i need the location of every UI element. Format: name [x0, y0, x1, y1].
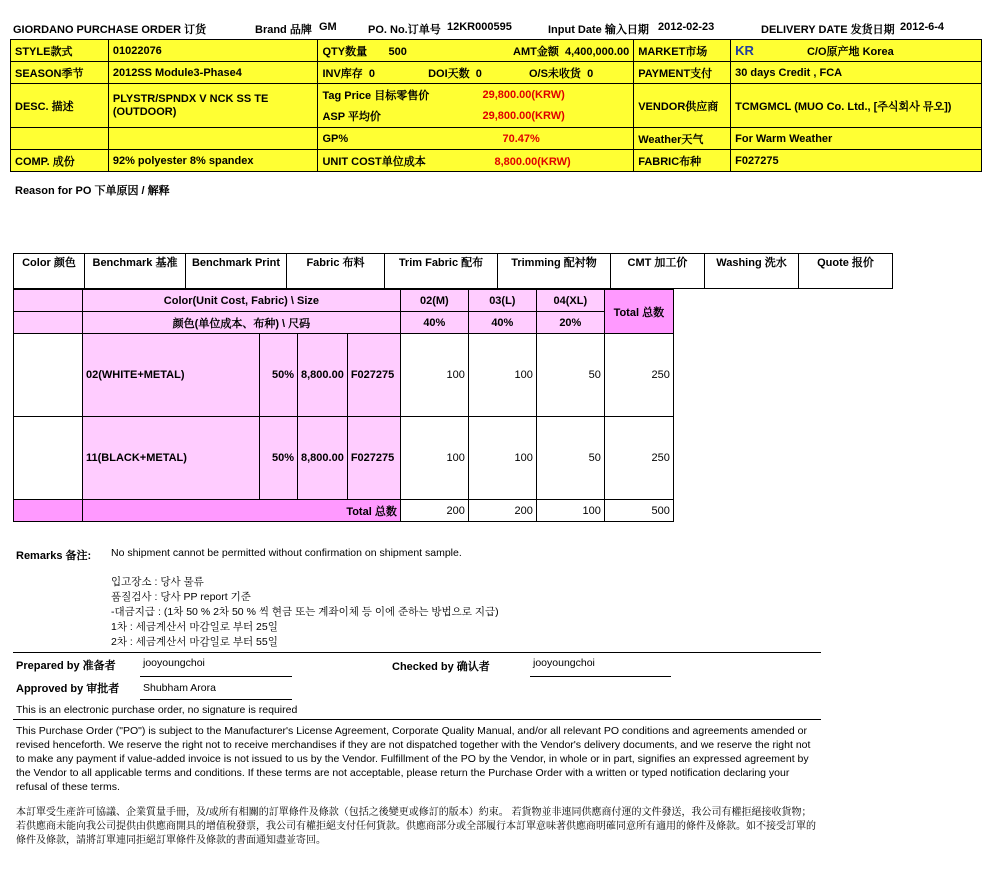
inv-value: 0 [368, 67, 376, 80]
fabric-value: F027275 [731, 150, 982, 172]
po-number-label: PO. No.订单号 [368, 24, 441, 36]
input-date-value: 2012-02-23 [658, 21, 715, 33]
color-fabric: F027275 [347, 334, 400, 417]
checked-label: Checked by 确认者 [392, 661, 490, 673]
remarks-line: No shipment cannot be permitted without confirmation on shipment sample. [111, 547, 462, 559]
prepared-value: jooyoungchoi [143, 657, 205, 669]
fabric-label: FABRIC布种 [634, 150, 731, 172]
input-date-label: Input Date 输入日期 [548, 24, 649, 36]
os-label: O/S未收货 [528, 67, 581, 80]
delivery-date-label: DELIVERY DATE 发货日期 [761, 24, 895, 36]
po-number-value: 12KR000595 [447, 21, 512, 33]
col-pct-xl: 20% [536, 312, 604, 334]
remarks-ko-2: 품질검사 : 당사 PP report 기준 [111, 591, 251, 603]
qty-value: 500 [388, 45, 407, 58]
unit-cost-cell [318, 150, 634, 172]
size-breakdown-table [13, 289, 674, 522]
co-label: C/O原产地 [806, 45, 860, 58]
unit-cost-label: UNIT COST单位成本 [322, 155, 426, 168]
bench-quote: Quote 报价 [799, 254, 893, 289]
empty-value-cell [108, 128, 318, 150]
bench-washing: Washing 洗水 [705, 254, 799, 289]
desc-label: DESC. 描述 [11, 84, 109, 128]
electronic-note: This is an electronic purchase order, no signature is required [16, 704, 298, 716]
table-row [14, 417, 674, 500]
footer-qty-l: 200 [468, 500, 536, 522]
total-header: Total 总数 [604, 290, 673, 334]
style-value: 01022076 [108, 40, 318, 62]
payment-label: PAYMENT支付 [634, 62, 731, 84]
payment-value: 30 days Credit , FCA [731, 62, 982, 84]
footer-grand-total: 500 [604, 500, 673, 522]
market-co-cell [731, 40, 982, 62]
remarks-ko-4: 1차 : 세금계산서 마감일로 부터 25일 [111, 621, 278, 633]
col-size-m: 02(M) [400, 290, 468, 312]
color-fabric: F027275 [347, 417, 400, 500]
col-pct-m: 40% [400, 312, 468, 334]
terms-english: This Purchase Order ("PO") is subject to the Manufacturer's License Agreement, Corporate Quality Manual, and/or all relevant PO conditions and agreements amended or revised henceforth. We reserve the right not to receive merchandises if they are not dispatched together with the Vendor's delivery documents, and we reserve the right not to make any payment if value-added invoice is not issued to us by the Vendor. Fulfillment of the PO by the Vendor, in whole or in part, signifies an expressed agreement by the Vendor to all applicable terms and conditions. If these terms are not acceptable, please return the Purchase Order with a written or typed notification declaring your refusal of these terms. [16, 725, 811, 793]
inv-doi-os-cell [318, 62, 634, 84]
bench-benchmark: Benchmark 基准 [85, 254, 186, 289]
market-value: KR [735, 42, 754, 58]
approved-underline [140, 699, 292, 700]
doi-label: DOI天数 [428, 67, 470, 80]
bench-fabric: Fabric 布料 [287, 254, 385, 289]
price-cell [318, 84, 634, 128]
row-blank [14, 417, 83, 500]
bench-trimming: Trimming 配衬物 [498, 254, 611, 289]
tag-price-value: 29,800.00(KRW) [482, 89, 565, 101]
qty-m: 100 [400, 417, 468, 500]
vendor-value: TCMGMCL (MUO Co. Ltd., [주식회사 뮤오]) [731, 84, 982, 128]
color-name: 11(BLACK+METAL) [83, 417, 260, 500]
prepared-underline [140, 676, 292, 677]
color-name: 02(WHITE+METAL) [83, 334, 260, 417]
qty-label: QTY数量 [322, 45, 368, 58]
gp-value: 70.47% [502, 132, 540, 145]
vendor-label: VENDOR供应商 [634, 84, 731, 128]
footer-total-label: Total 总数 [83, 500, 401, 522]
color-pct: 50% [260, 334, 298, 417]
po-info-table [10, 39, 982, 172]
size-header-en: Color(Unit Cost, Fabric) \ Size [83, 290, 401, 312]
row-total: 250 [604, 334, 673, 417]
row-total: 250 [604, 417, 673, 500]
remarks-ko-1: 입고장소 : 당사 물류 [111, 576, 204, 588]
qty-xl: 50 [536, 334, 604, 417]
color-cost: 8,800.00 [298, 417, 348, 500]
doi-value: 0 [475, 67, 482, 80]
inv-label: INV库存 [322, 67, 363, 80]
empty-label-cell [11, 128, 109, 150]
size-header-zh: 颜色(单位成本、布种) \ 尺码 [83, 312, 401, 334]
amt-label: AMT金额 [513, 45, 559, 58]
footer-qty-m: 200 [400, 500, 468, 522]
prepared-label: Prepared by 准备者 [16, 660, 116, 672]
remarks-ko-5: 2차 : 세금계산서 마감일로 부터 55일 [111, 636, 278, 648]
weather-value: For Warm Weather [731, 128, 982, 150]
asp-label: ASP 平均价 [322, 111, 381, 123]
qty-xl: 50 [536, 417, 604, 500]
col-size-xl: 04(XL) [536, 290, 604, 312]
po-title: GIORDANO PURCHASE ORDER 订货 [13, 24, 207, 36]
brand-value: GM [319, 21, 337, 33]
approved-value: Shubham Arora [143, 682, 216, 694]
divider [13, 652, 821, 653]
weather-label: Weather天气 [634, 128, 731, 150]
gp-label: GP% [322, 132, 349, 145]
reason-label: Reason for PO 下单原因 / 解释 [15, 185, 170, 197]
market-label: MARKET市场 [634, 40, 731, 62]
color-cost: 8,800.00 [298, 334, 348, 417]
divider [13, 719, 821, 720]
remarks-ko-3: -대금지급 : (1차 50 % 2차 50 % 씩 현금 또는 계좌이체 등 이에 준하는 방법으로 지급) [111, 606, 499, 618]
terms-chinese: 本訂單受生產許可協議、企業質量手冊，及/或所有相關的訂單條件及條款（包括之後變更或修訂的版本）約束。 若貨物並非連同供應商付運的文件發送，我公司有權拒絕接收貨物；若供應商未能向我公司提供由供應商開具的增值稅發票，我公司有權拒絕支付任何貨款。供應商部分或全部履行本訂單意味著供應商明確同意所有適用的條件及條款。如不接受訂單的條件及條款，請將訂單連同拒絕訂單條件及條款的書面通知盡並寄回。 [16, 807, 816, 846]
col-pct-l: 40% [468, 312, 536, 334]
approved-label: Approved by 审批者 [16, 683, 120, 695]
remarks-label: Remarks 备注: [16, 550, 92, 562]
footer-blank [14, 500, 83, 522]
amt-value: 4,400,000.00 [564, 45, 630, 58]
benchmark-header [13, 253, 893, 289]
season-value: 2012SS Module3-Phase4 [108, 62, 318, 84]
co-value: Korea [862, 45, 894, 58]
table-row [14, 334, 674, 417]
row-header-blank [14, 290, 83, 312]
delivery-date-value: 2012-6-4 [900, 21, 945, 33]
bench-color: Color 颜色 [14, 254, 85, 289]
row-header-blank-2 [14, 312, 83, 334]
qty-m: 100 [400, 334, 468, 417]
bench-benchmark-print: Benchmark Print [186, 254, 287, 289]
qty-amt-cell [318, 40, 634, 62]
bench-trim-fabric: Trim Fabric 配布 [385, 254, 498, 289]
checked-underline [530, 676, 671, 677]
asp-value: 29,800.00(KRW) [482, 110, 565, 122]
unit-cost-value: 8,800.00(KRW) [494, 155, 571, 168]
brand-label: Brand 品牌 [255, 24, 312, 36]
comp-value: 92% polyester 8% spandex [108, 150, 318, 172]
os-value: 0 [587, 67, 594, 80]
gp-cell [318, 128, 634, 150]
checked-value: jooyoungchoi [533, 657, 595, 669]
bench-cmt: CMT 加工价 [611, 254, 705, 289]
comp-label: COMP. 成份 [11, 150, 109, 172]
tag-price-label: Tag Price 目标零售价 [322, 90, 430, 102]
season-label: SEASON季节 [11, 62, 109, 84]
qty-l: 100 [468, 334, 536, 417]
col-size-l: 03(L) [468, 290, 536, 312]
qty-l: 100 [468, 417, 536, 500]
footer-qty-xl: 100 [536, 500, 604, 522]
row-blank [14, 334, 83, 417]
desc-value: PLYSTR/SPNDX V NCK SS TE (OUTDOOR) [108, 84, 318, 128]
style-label: STYLE款式 [11, 40, 109, 62]
color-pct: 50% [260, 417, 298, 500]
